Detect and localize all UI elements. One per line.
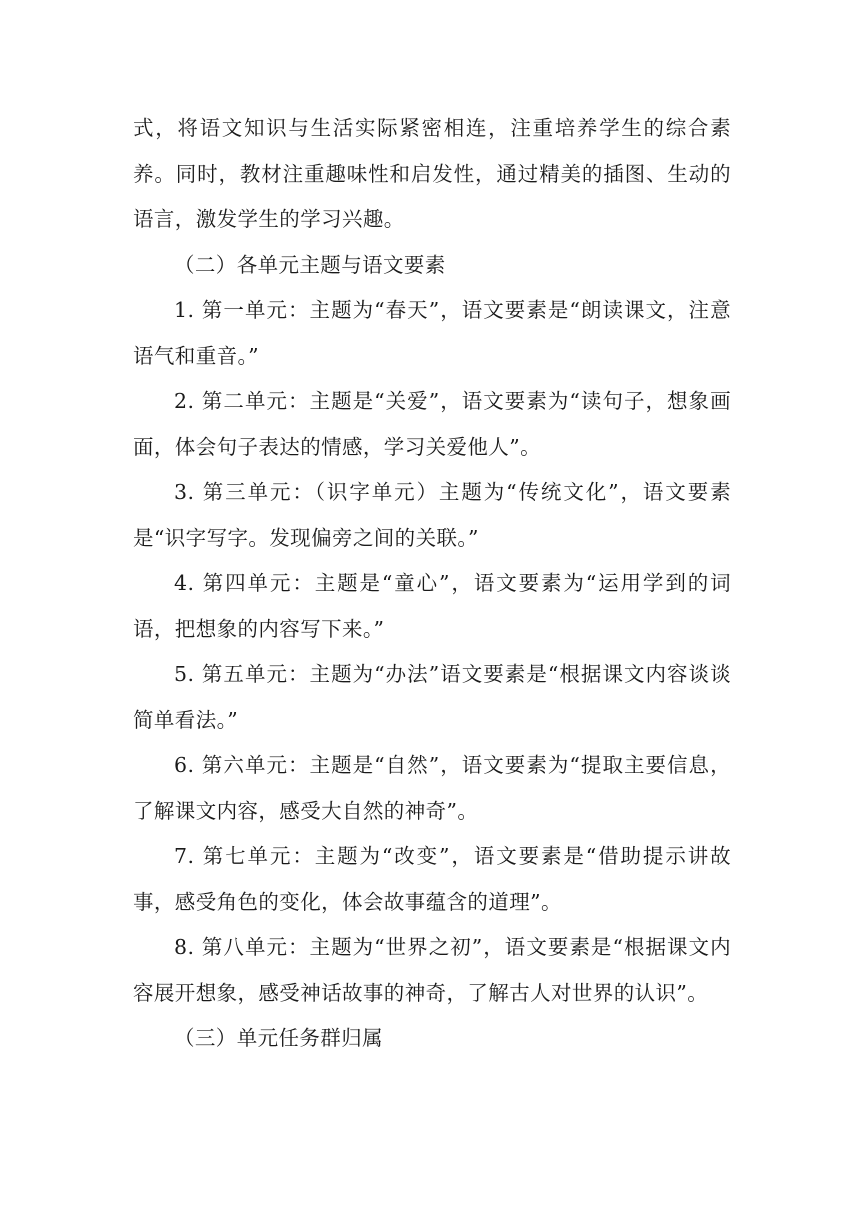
- unit-item-2: 2. 第二单元：主题是“关爱”，语文要素为“读句子，想象画面，体会句子表达的情感，学习关爱他人”。: [133, 389, 731, 459]
- unit-item-7: 7. 第七单元：主题为“改变”，语文要素是“借助提示讲故事，感受角色的变化，体会故事蕴含的道理”。: [133, 844, 731, 914]
- intro-paragraph: 式，将语文知识与生活实际紧密相连，注重培养学生的综合素养。同时，教材注重趣味性和启发性，通过精美的插图、生动的语言，激发学生的学习兴趣。: [133, 116, 731, 231]
- document-page: [133, 106, 731, 1062]
- unit-item-1: 1. 第一单元：主题为“春天”，语文要素是“朗读课文，注意语气和重音。”: [133, 298, 731, 368]
- unit-item-6: 6. 第六单元：主题是“自然”，语文要素为“提取主要信息，了解课文内容，感受大自然的神奇”。: [133, 753, 731, 823]
- unit-item-4: 4. 第四单元：主题是“童心”，语文要素为“运用学到的词语，把想象的内容写下来。”: [133, 571, 731, 641]
- unit-item-5: 5. 第五单元：主题为“办法”语文要素是“根据课文内容谈谈简单看法。”: [133, 662, 731, 732]
- section-heading-units: （二）各单元主题与语文要素: [174, 252, 446, 277]
- unit-item-8: 8. 第八单元：主题为“世界之初”，语文要素是“根据课文内容展开想象，感受神话故事的神奇，了解古人对世界的认识”。: [133, 935, 731, 1005]
- unit-item-3: 3. 第三单元：（识字单元）主题为“传统文化”，语文要素是“识字写字。发现偏旁之间的关联。”: [133, 480, 731, 550]
- section-heading-task-groups: （三）单元任务群归属: [174, 1026, 383, 1050]
